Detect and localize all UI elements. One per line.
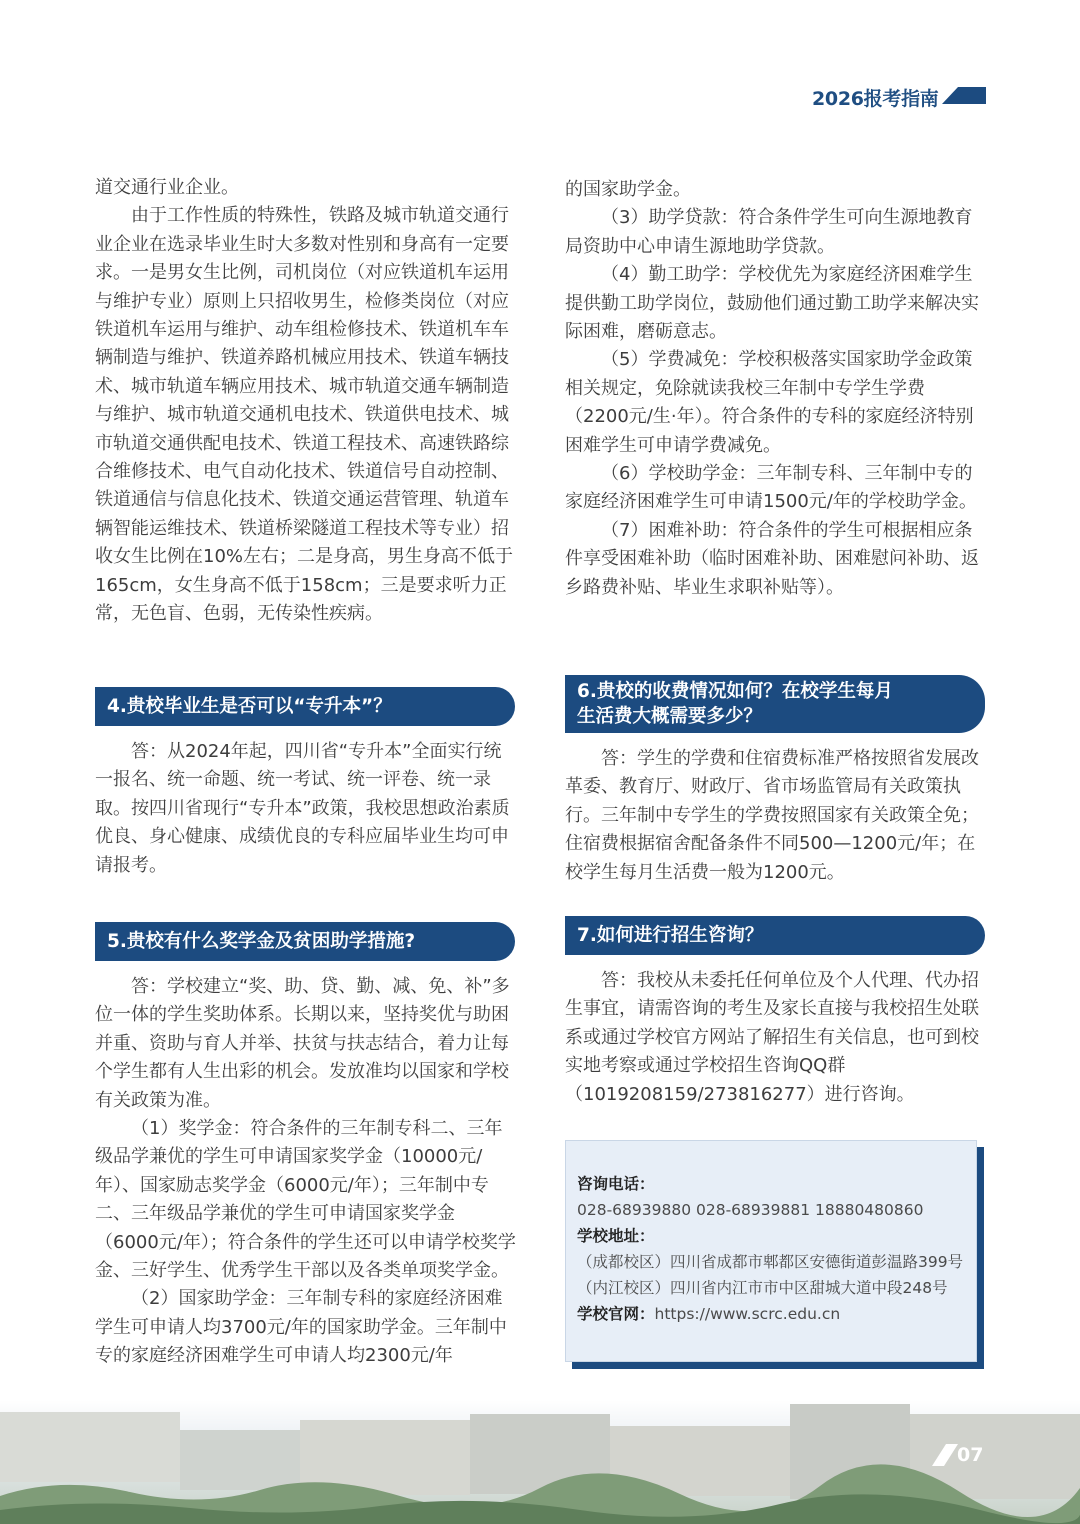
address-chengdu: （成都校区）四川省成都市郫都区安德街道彭温路399号 (577, 1253, 964, 1271)
paragraph: 答：学校建立“奖、助、贷、勤、减、免、补”多位一体的学生奖助体系。长期以来，坚持奖优与助困并重、资助与育人并举、扶贫与扶志结合，着力让每个学生都有人生出彩的机会。发放准均以国家和学校有关政策为准。 (95, 976, 510, 1111)
section-4-body (95, 738, 517, 880)
phone-numbers: 028-68939880 028-68939881 18880480860 (577, 1201, 924, 1219)
paragraph: 的国家助学金。 (565, 179, 691, 200)
campus-photo-footer (0, 1400, 1080, 1524)
heading-text: 7.如何进行招生咨询？ (577, 925, 764, 946)
website-row (577, 1301, 976, 1327)
address-neijiang: （内江校区）四川省内江市市中区甜城大道中段248号 (577, 1279, 948, 1297)
section-4-heading (95, 687, 515, 726)
heading-text-line-2: 生活费大概需要多少？ (577, 706, 763, 727)
left-column-text (95, 174, 517, 629)
paragraph: （1）奖学金：符合条件的三年制专科二、三年级品学兼优的学生可申请国家奖学金（10000元/年）、国家励志奖学金（6000元/年）；三年制中专二、三年级品学兼优的学生可申请国家奖学金（6000元/年）；符合条件的学生还可以申请学校奖学金、三好学生、优秀学生干部以及各类单项奖学金。 (95, 1118, 516, 1282)
paragraph: 由于工作性质的特殊性，铁路及城市轨道交通行业企业在选录毕业生时大多数对性别和身高有一定要求。一是男女生比例，司机岗位（对应铁道机车运用与维护专业）原则上只招收男生，检修类岗位（对应铁道机车运用与维护、动车组检修技术、铁道机车车辆制造与维护、铁道养路机械应用技术、铁道车辆技术、城市轨道车辆应用技术、城市轨道交通车辆制造与维护、城市轨道交通机电技术、铁道供电技术、城市轨道交通供配电技术、铁道工程技术、高速铁路综合维修技术、电气自动化技术、铁道信号自动控制、铁道通信与信息化技术、铁道交通运营管理、轨道车辆智能运维技术、铁道桥梁隧道工程技术等专业）招收女生比例在10%左右；二是身高，男生身高不低于165cm，女生身高不低于158cm；三是要求听力正常，无色盲、色弱，无传染性疾病。 (95, 205, 514, 625)
paragraph: （7）困难补助：符合条件的学生可根据相应条件享受困难补助（临时困难补助、困难慰问补助、返乡路费补贴、毕业生求职补贴等）。 (565, 519, 979, 598)
section-6-body (565, 745, 987, 887)
phone-label: 咨询电话： (577, 1175, 655, 1193)
section-7-heading (565, 916, 985, 955)
page-number-slash (932, 1444, 958, 1466)
section-7-body (565, 967, 987, 1109)
section-6-heading (565, 675, 985, 733)
right-column-text (565, 176, 987, 602)
contact-info-box (565, 1140, 977, 1362)
paragraph: （3）助学贷款：符合条件学生可向生源地教育局资助中心申请生源地助学贷款。 (565, 207, 973, 257)
paragraph: （2）国家助学金：三年制专科的家庭经济困难学生可申请人均3700元/年的国家助学金。三年制中专的家庭经济困难学生可申请人均2300元/年 (95, 1288, 507, 1367)
section-5-heading (95, 922, 515, 961)
paragraph: 答：从2024年起，四川省“专升本”全面实行统一报名、统一命题、统一考试、统一评卷、统一录取。按四川省现行“专升本”政策，我校思想政治素质优良、身心健康、成绩优良的专科应届毕业生均可申请报考。 (95, 741, 510, 876)
paragraph: 道交通行业企业。 (95, 177, 239, 198)
header-title: 2026报考指南 (812, 88, 939, 110)
paragraph: （6）学校助学金：三年制专科、三年制中专的家庭经济困难学生可申请1500元/年的学校助学金。 (565, 463, 977, 513)
heading-text: 5.贵校有什么奖学金及贫困助学措施? (107, 931, 416, 952)
section-5-body (95, 973, 517, 1371)
page-number: 07 (957, 1444, 984, 1466)
heading-text: 4.贵校毕业生是否可以“专升本”？ (107, 696, 392, 717)
heading-text-line-1: 6.贵校的收费情况如何？在校学生每月 (577, 681, 893, 702)
paragraph: 答：学生的学费和住宿费标准严格按照省发展改革委、教育厅、财政厅、省市场监管局有关政策执行。三年制中专学生的学费按照国家有关政策全免；住宿费根据宿舍配备条件不同500—1200元/年；在校学生每月生活费一般为1200元。 (565, 748, 979, 883)
header-accent-bar (942, 87, 986, 104)
website-label: 学校官网： (577, 1305, 655, 1323)
paragraph: （4）勤工助学：学校优先为家庭经济困难学生提供勤工助学岗位，鼓励他们通过勤工助学来解决实际困难，磨砺意志。 (565, 264, 979, 343)
address-label: 学校地址： (577, 1227, 655, 1245)
website-link[interactable]: https://www.scrc.edu.cn (654, 1305, 841, 1323)
paragraph: 答：我校从未委托任何单位及个人代理、代办招生事宜，请需咨询的考生及家长直接与我校招生处联系或通过学校官方网站了解招生有关信息，也可到校实地考察或通过学校招生咨询QQ群（1019208159/273816277）进行咨询。 (565, 970, 979, 1105)
paragraph: （5）学费减免：学校积极落实国家助学金政策相关规定，免除就读我校三年制中专学生学费（2200元/生·年）。符合条件的专科的家庭经济特别困难学生可申请学费减免。 (565, 349, 974, 456)
